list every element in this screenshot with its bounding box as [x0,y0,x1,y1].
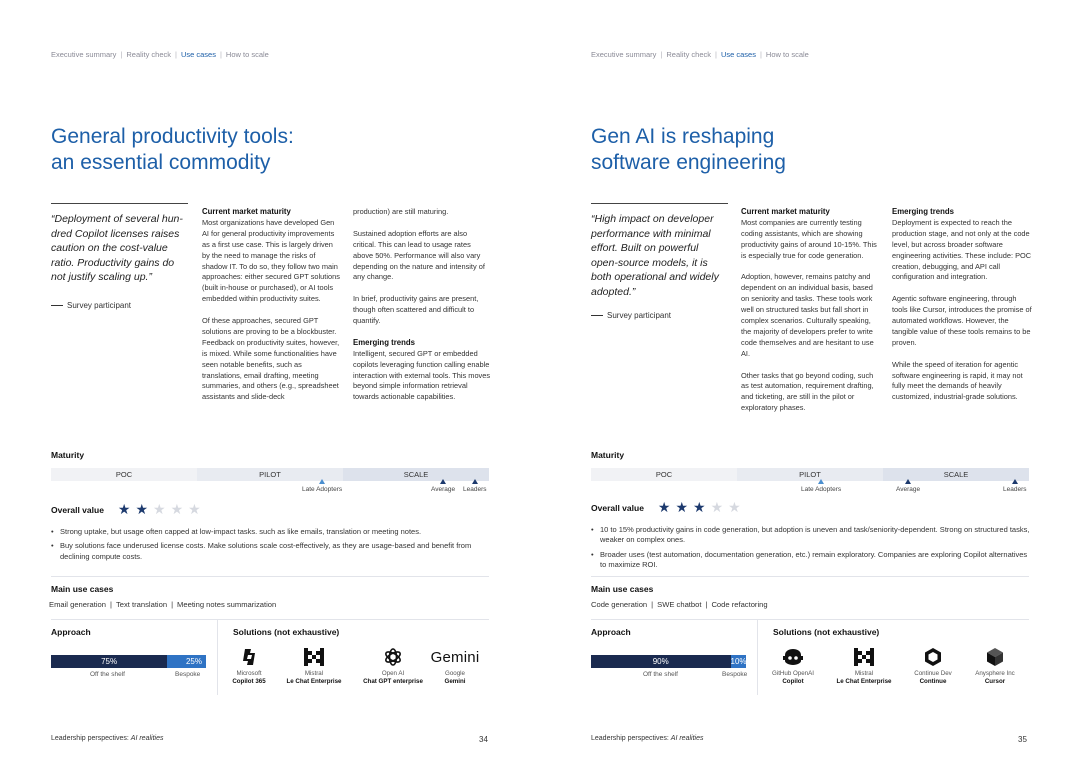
divider [51,619,489,620]
overall-value: Overall value ★ ★ ★ ★ ★ [591,499,746,517]
star-filled-icon: ★ [117,501,131,517]
solution-microsoft-copilot: Microsoft Copilot 365 [214,647,284,686]
stage-scale: SCALE [343,468,489,481]
marker-leaders: Leaders [463,479,487,493]
star-empty-icon: ★ [728,499,741,515]
marker-late-adopters: Late Adopters [801,479,841,493]
gemini-logo: Gemini [430,648,480,666]
off-the-shelf-label: Off the shelf [90,671,125,678]
solution-cursor: Anysphere Inc Cursor [960,647,1030,686]
stage-poc: POC [591,468,737,481]
continue-icon [898,647,968,667]
solution-openai: Open AI Chat GPT enterprise [358,647,428,686]
nav-executive-summary[interactable]: Executive summary [591,50,657,59]
stage-scale: SCALE [883,468,1029,481]
quote-divider [591,203,728,204]
mistral-icon [829,647,899,667]
column-market-maturity: Current market maturity Most companies are currently testing coding assistants, which are showing productivity gains of around 10-15%. This is especially true for code generation. Adoption, however, remains patchy and dependent on an individual basis, based on seniority and tasks. These tools work well on structured tasks but fall short in complex scenarios. Culturally speaking, the majority of developers prefer to write code themselves and are hesitant to use AI. Other tasks that go beyond coding, such as test automation, requirement drafting, and ticketing, are still in the pilot or exploratory phases. [741,207,877,413]
stage-pilot: PILOT [737,468,883,481]
use-cases-label: Main use cases [51,584,114,594]
bullet-item: • 10 to 15% productivity gains in code generation, but adoption is uneven and task/seniority-dependent. Strong on structured tasks, weaker on complex ones. [591,525,1031,546]
github-copilot-icon [758,647,828,667]
star-filled-icon: ★ [693,499,706,515]
quote-attribution: Survey participant [591,311,671,320]
bullet-item: • Strong uptake, but usage often capped at low-impact tasks. such as like emails, translation or meeting notes. [51,527,491,537]
solution-mistral: Mistral Le Chat Enterprise [829,647,899,686]
use-case: SWE chatbot [657,600,702,609]
section-nav: Executive summary | Reality check | Use cases | How to scale [51,50,269,59]
star-filled-icon: ★ [675,499,689,515]
overall-value: Overall value ★ ★ ★ ★ ★ [51,501,206,519]
footer: Leadership perspectives: AI realities [591,735,704,742]
bespoke-label: Bespoke [175,671,201,678]
column-adoption: production) are still maturing. Sustained adoption efforts are also critical. This can lead to usage rates above 50%. Performance will also vary depending on the nature and intensity of any change. In brief, productivity gains are present, though often scattered and difficult to quantify. Emerging trends Intelligent, secured GPT or embedded copilots leveraging function calling enable interaction with external tools. This moves beyond simple information retrieval towards actionable capabilities. [353,207,491,402]
marker-average: Average [896,479,920,493]
stage-pilot: PILOT [197,468,343,481]
nav-reality-check[interactable]: Reality check [126,50,171,59]
bespoke-share: 10% [730,657,747,666]
page-35 [540,0,1080,764]
solution-continue: Continue Dev Continue [898,647,968,686]
bullet-item: • Buy solutions face underused license costs. Make solutions scale cost-effectively, as they are usage-based and benefit from declining compute costs. [51,541,491,562]
use-cases-list: Code generation | SWE chatbot | Code refactoring [591,600,768,609]
openai-icon [358,647,428,667]
star-rating [118,501,206,519]
solution-mistral: Mistral Le Chat Enterprise [279,647,349,686]
column-emerging-trends: Emerging trends Deployment is expected to reach the production stage, and not only at the code level, but across broader software engineering activities. These include: POC creation, debugging, and API call configuration and integration. Agentic software engineering, through tools like Cursor, introduces the promise of automated workflows. However, the tangible value of these tools remains to be proven. While the speed of iteration for agentic software engineering is rapid, it may not fully meet the demands of heavily customized, industrial-grade solutions. [892,207,1032,402]
star-empty-icon: ★ [188,501,201,517]
divider [591,576,1029,577]
solutions-label: Solutions (not exhaustive) [233,627,340,637]
quote-attribution: Survey participant [51,301,131,310]
nav-how-to-scale[interactable]: How to scale [225,50,269,59]
page-number: 34 [479,735,488,744]
off-the-shelf-share: 90% [591,655,731,668]
footer: Leadership perspectives: AI realities [51,735,164,742]
bespoke-share: 25% [167,655,206,668]
solutions-label: Solutions (not exhaustive) [773,627,880,637]
use-case: Meeting notes summarization [177,600,277,609]
nav-use-cases[interactable]: Use cases [720,50,756,59]
star-rating [658,499,746,517]
bullet-item: • Broader uses (test automation, documentation generation, etc.) remain exploratory. Companies are exploring Copilot alternatives to maximize ROI. [591,550,1031,571]
mistral-icon [279,647,349,667]
use-case: Code refactoring [711,600,768,609]
star-filled-icon: ★ [657,499,671,515]
off-the-shelf-label: Off the shelf [643,671,678,678]
nav-executive-summary[interactable]: Executive summary [51,50,117,59]
microsoft-copilot-icon [214,647,284,667]
pull-quote: “High impact on developer performance with minimal effort. Built on powerful open-source models, it is both operational and widely adopted.” [591,213,719,298]
use-case: Text translation [115,600,168,609]
approach-label: Approach [51,627,91,637]
nav-use-cases[interactable]: Use cases [180,50,216,59]
marker-leaders: Leaders [1003,479,1027,493]
stage-poc: POC [51,468,197,481]
page-number: 35 [1018,735,1027,744]
nav-reality-check[interactable]: Reality check [666,50,711,59]
summary-bullets [591,525,1031,574]
use-case: Code generation [591,600,648,609]
star-empty-icon: ★ [710,499,724,515]
use-case: Email generation [49,600,106,609]
use-cases-label: Main use cases [591,584,654,594]
bespoke-label: Bespoke [722,671,748,678]
quote-divider [51,203,188,204]
marker-late-adopters: Late Adopters [302,479,342,493]
column-market-maturity: Current market maturity Most organizations have developed Gen AI for general productivity improvements as a first use case. This is largely driven by the need to manage the risks of shadow IT. To do so, they follow two main approaches: either secured GPT solutions (built in-house or purchased), or AI tools embedded within productivity suites. Of these approaches, secured GPT solutions are proving to be a blockbuster. Feedback on productivity suites, however, is mixed. While some functionalities have seen notable benefits, such as translations, email drafting, meeting summaries, and others (e.g., spreadsheet assistants and slide-deck [202,207,340,402]
maturity-bar [51,468,489,481]
solution-gemini: Gemini Google Gemini [420,647,490,686]
maturity-label: Maturity [591,450,625,460]
star-empty-icon: ★ [153,501,166,517]
marker-average: Average [431,479,455,493]
nav-how-to-scale[interactable]: How to scale [765,50,809,59]
divider [591,619,1029,620]
star-empty-icon: ★ [170,501,184,517]
page-title: Gen AI is reshaping software engineering [591,125,786,174]
maturity-label: Maturity [51,450,85,460]
approach-bar [51,655,206,668]
off-the-shelf-share: 75% [51,655,167,668]
use-cases-list: Email generation | Text translation | Meeting notes summarization [49,600,277,609]
approach-bar [591,655,746,668]
section-nav: Executive summary | Reality check | Use cases | How to scale [591,50,809,59]
approach-label: Approach [591,627,631,637]
summary-bullets [51,527,491,566]
star-filled-icon: ★ [135,501,149,517]
page-title: General productivity tools: an essential commodity [51,125,294,174]
solution-github-copilot: GitHub OpenAI Copilot [758,647,828,686]
cursor-icon [960,647,1030,667]
pull-quote: “Deployment of several hun-dred Copilot licenses raises caution on the cost-value ratio. Productivity gains do not justify scaling up.” [51,213,183,284]
divider [51,576,489,577]
